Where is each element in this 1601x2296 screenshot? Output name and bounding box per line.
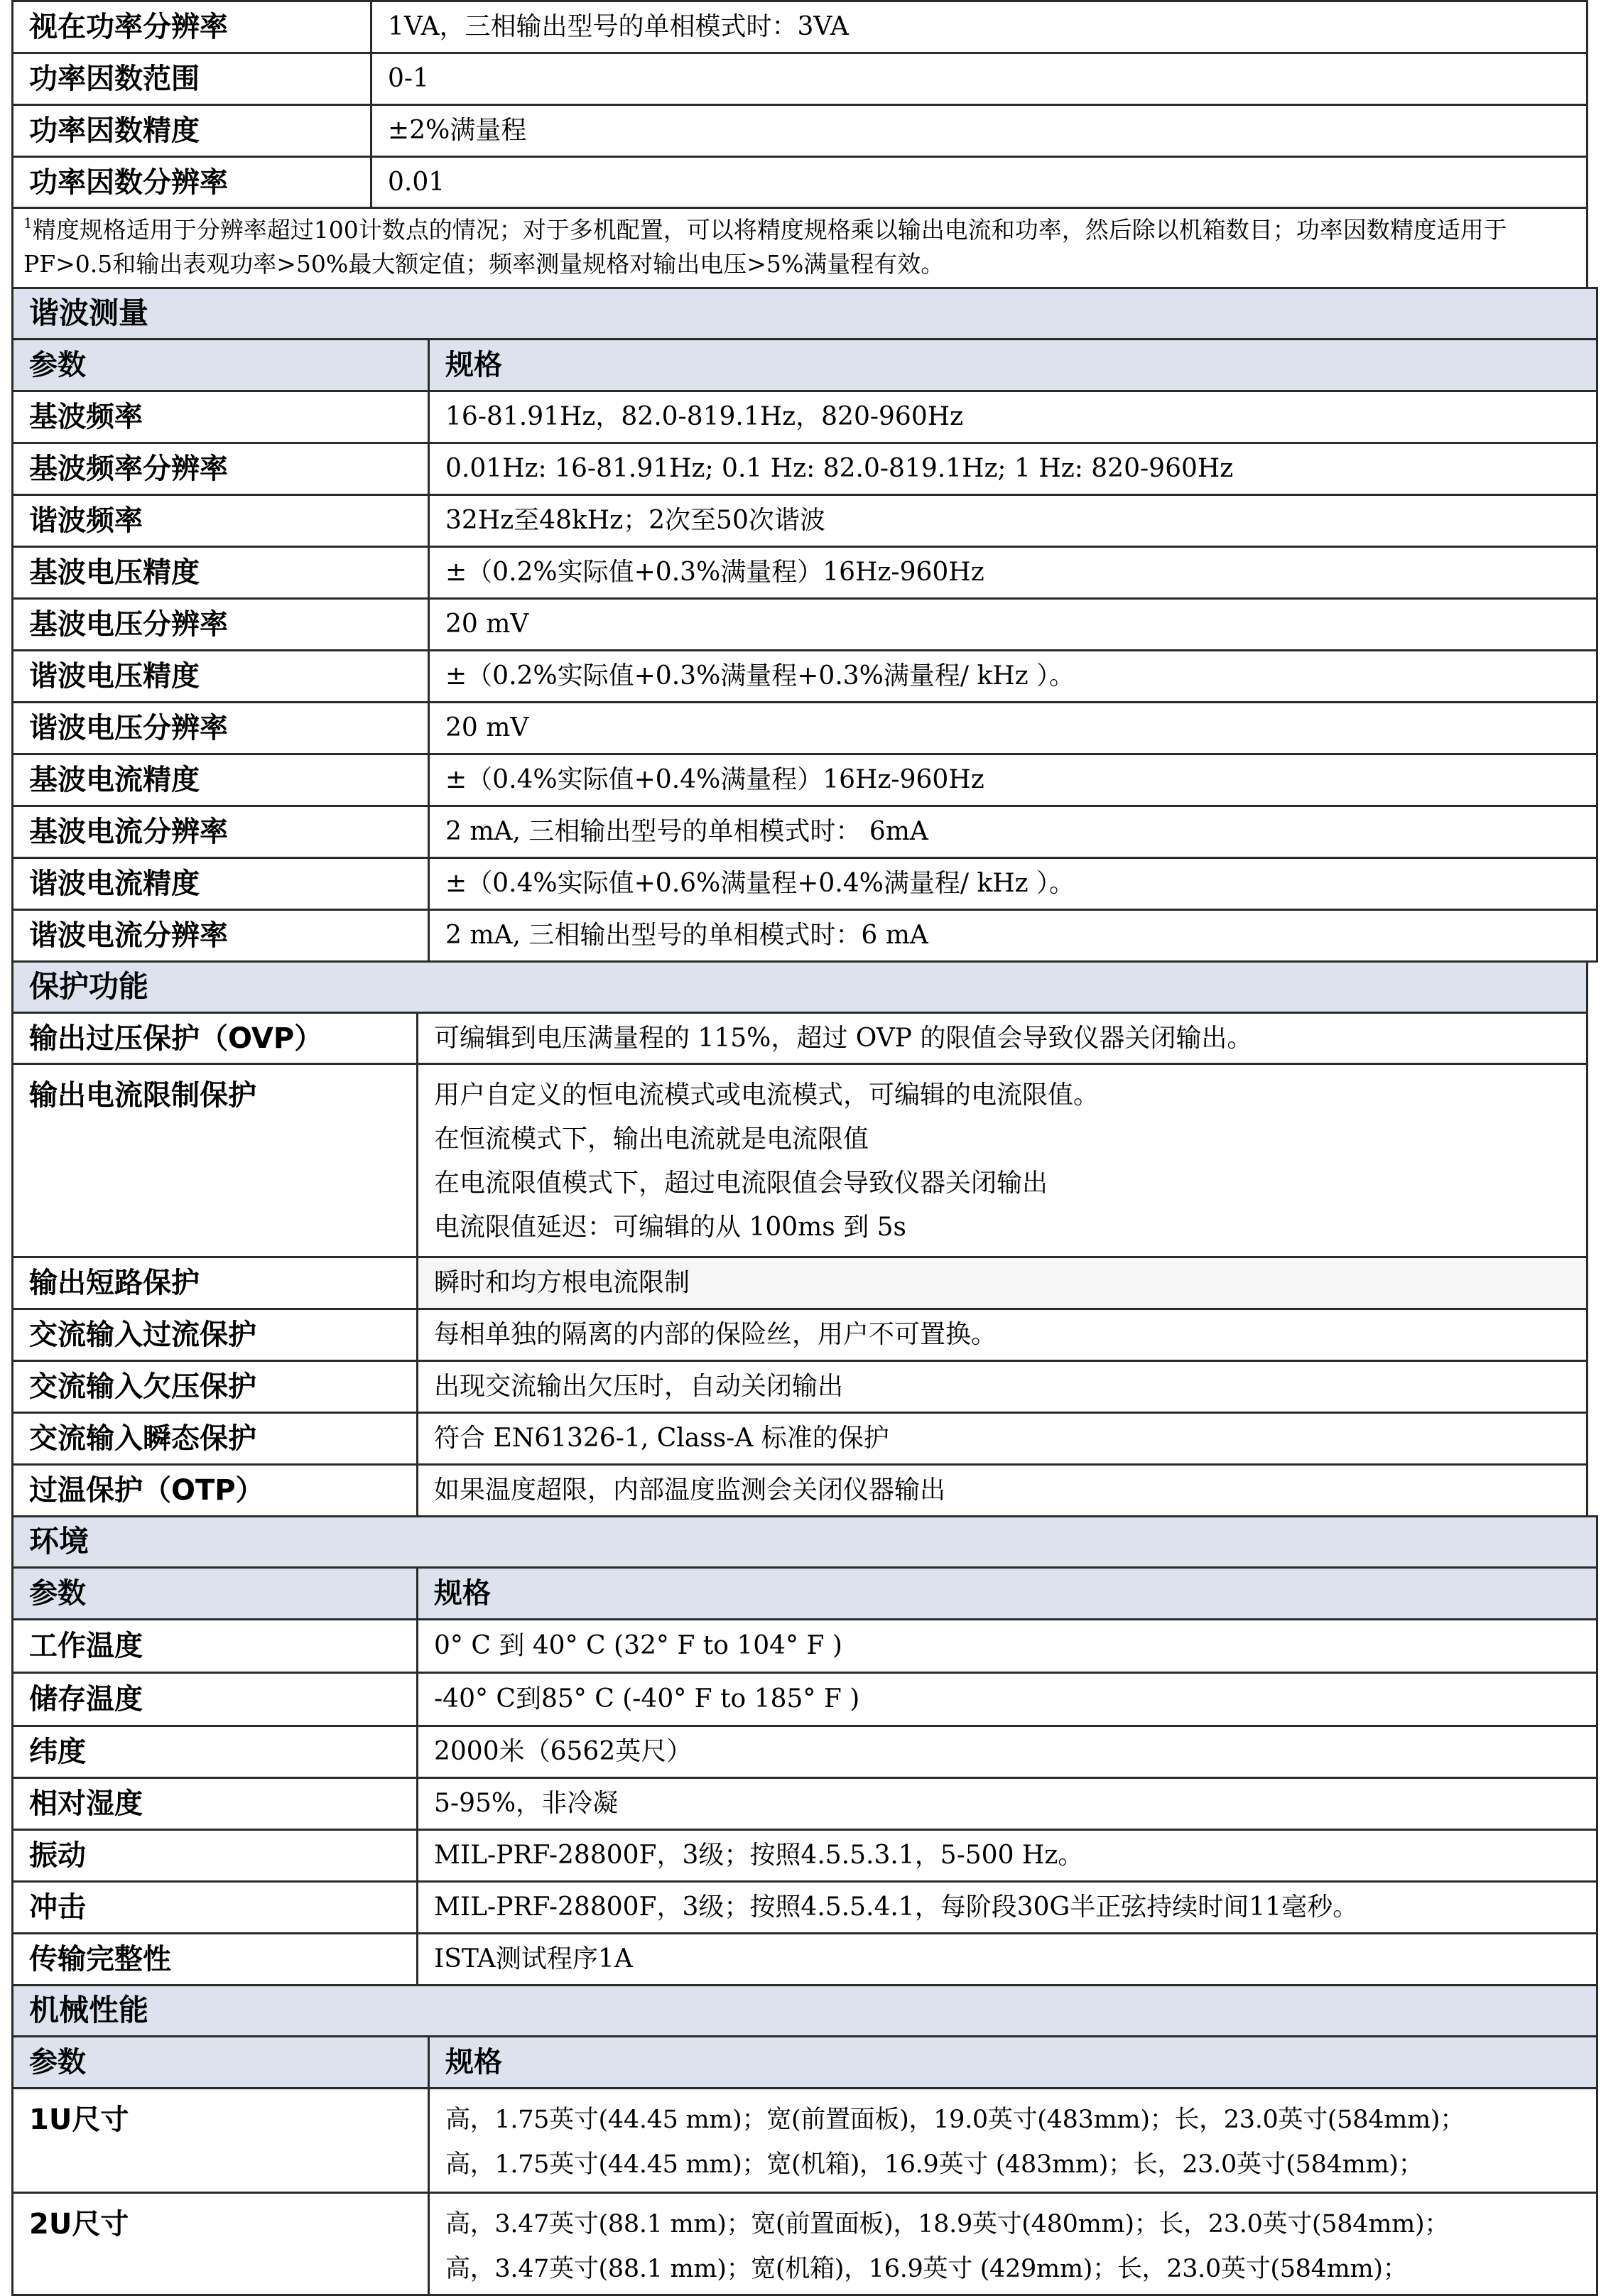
spec-value: 1VA，三相输出型号的单相模式时：3VA [371, 1, 1588, 53]
param-label: 基波电流精度 [13, 754, 429, 806]
spec-value: 可编辑到电压满量程的 115%，超过 OVP 的限值会导致仪器关闭输出。 [418, 1013, 1588, 1064]
spec-value: 0° C 到 40° C (32° F to 104° F ) [418, 1620, 1597, 1673]
spec-value: 如果温度超限，内部温度监测会关闭仪器输出 [418, 1465, 1588, 1517]
param-label: 基波电压分辨率 [13, 599, 429, 651]
param-label: 输出短路保护 [13, 1257, 418, 1309]
table-row [13, 1830, 1597, 1882]
param-label: 谐波频率 [13, 495, 429, 547]
table-row [13, 443, 1597, 495]
spec-line: 在恒流模式下，输出电流就是电流限值 [434, 1125, 869, 1154]
param-label [13, 2089, 429, 2193]
spec-value: 瞬时和均方根电流限制 [418, 1257, 1588, 1309]
table-row [13, 1064, 1588, 1257]
spec-value [418, 1064, 1588, 1257]
spec-value: 0-1 [371, 53, 1588, 105]
spec-value: 5-95%，非冷凝 [418, 1778, 1597, 1830]
spec-value [429, 2089, 1597, 2193]
spec-line: 电流限值延迟：可编辑的从 100ms 到 5s [434, 1213, 907, 1242]
param-label: 交流输入瞬态保护 [13, 1413, 418, 1465]
spec-value: 16-81.91Hz，82.0-819.1Hz，820-960Hz [429, 391, 1597, 443]
param-label: 谐波电压分辨率 [13, 703, 429, 754]
spec-line: 高，1.75英寸(44.45 mm)；宽(机箱)，16.9英寸 (483mm)；长，23.0英寸(584mm)； [445, 2150, 1423, 2179]
column-header-row [13, 340, 1597, 391]
param-label [13, 2193, 429, 2295]
table-row [13, 1882, 1597, 1934]
footnote-text: 精度规格适用于分辨率超过100计数点的情况；对于多机配置，可以将精度规格乘以输出电流和功率，然后除以机箱数目；功率因数精度适用于PF>0.5和输出表观功率>50%最大额定值；频率测量规格对输出电压>5%满量程有效。 [23, 216, 1507, 278]
table-row [13, 599, 1597, 651]
table-row [13, 910, 1597, 962]
param-label [13, 1064, 418, 1257]
section-header [13, 962, 1588, 1013]
spec-value: 0.01Hz: 16-81.91Hz; 0.1 Hz: 82.0-819.1Hz; 1 Hz: 820-960Hz [429, 443, 1597, 495]
table-row [13, 703, 1597, 754]
param-label: 视在功率分辨率 [13, 1, 371, 53]
harmonic-table [11, 287, 1598, 963]
param-label: 纬度 [13, 1726, 418, 1778]
spec-line: 高，1.75英寸(44.45 mm)；宽(前置面板)，19.0英寸(483mm)；长，23.0英寸(584mm)； [445, 2106, 1465, 2134]
table-row [13, 1726, 1597, 1778]
table-row [13, 1413, 1588, 1465]
spec-value: ±（0.2%实际值+0.3%满量程）16Hz-960Hz [429, 547, 1597, 599]
spec-value: MIL-PRF-28800F，3级；按照4.5.5.3.1，5-500 Hz。 [418, 1830, 1597, 1882]
footnote-row [13, 208, 1588, 288]
table-row [13, 105, 1588, 157]
param-label: 谐波电流精度 [13, 858, 429, 910]
environment-table [11, 1515, 1598, 1986]
footnote-mark: 1 [23, 215, 33, 232]
mechanical-table [11, 1984, 1598, 2296]
spec-value: ±（0.2%实际值+0.3%满量程+0.3%满量程/ kHz ）。 [429, 651, 1597, 703]
table-row [13, 1465, 1588, 1517]
spec-value: 2000米（6562英尺） [418, 1726, 1597, 1778]
section-title: 环境 [13, 1517, 1597, 1568]
spec-value: ISTA测试程序1A [418, 1934, 1597, 1986]
param-label: 储存温度 [13, 1673, 418, 1726]
section-title: 机械性能 [13, 1986, 1597, 2037]
spec-value: 2 mA, 三相输出型号的单相模式时：6 mA [429, 910, 1597, 962]
spec-value: 20 mV [429, 703, 1597, 754]
param-label: 谐波电压精度 [13, 651, 429, 703]
param-label: 基波频率 [13, 391, 429, 443]
spec-value: 32Hz至48kHz；2次至50次谐波 [429, 495, 1597, 547]
table-row [13, 495, 1597, 547]
table-row [13, 547, 1597, 599]
column-header-row [13, 2037, 1597, 2089]
table-row [13, 1778, 1597, 1830]
param-label-text: 2U尺寸 [29, 2208, 129, 2241]
section-header [13, 1986, 1597, 2037]
table-row [13, 1620, 1597, 1673]
spec-value: 0.01 [371, 157, 1588, 208]
table-row [13, 2089, 1597, 2193]
spec-value: MIL-PRF-28800F，3级；按照4.5.5.4.1，每阶段30G半正弦持续时间11毫秒。 [418, 1882, 1597, 1934]
column-header-spec: 规格 [429, 2037, 1597, 2089]
spec-value: 20 mV [429, 599, 1597, 651]
table-row [13, 1013, 1588, 1064]
param-label: 传输完整性 [13, 1934, 418, 1986]
param-label-text: 1U尺寸 [29, 2103, 129, 2136]
spec-value: ±（0.4%实际值+0.6%满量程+0.4%满量程/ kHz ）。 [429, 858, 1597, 910]
spec-value [429, 2193, 1597, 2295]
spec-value: ±（0.4%实际值+0.4%满量程）16Hz-960Hz [429, 754, 1597, 806]
spec-value: 出现交流输出欠压时，自动关闭输出 [418, 1361, 1588, 1413]
table-row [13, 1934, 1597, 1986]
param-label: 谐波电流分辨率 [13, 910, 429, 962]
spec-line: 在电流限值模式下，超过电流限值会导致仪器关闭输出 [434, 1169, 1048, 1198]
param-label: 基波频率分辨率 [13, 443, 429, 495]
table-row [13, 1309, 1588, 1361]
table-row [13, 1673, 1597, 1726]
table-row [13, 391, 1597, 443]
param-label: 工作温度 [13, 1620, 418, 1673]
spec-value: ±2%满量程 [371, 105, 1588, 157]
section-header [13, 288, 1597, 340]
spec-line: 高，3.47英寸(88.1 mm)；宽(机箱)，16.9英寸 (429mm)；长，23.0英寸(584mm)； [445, 2255, 1408, 2283]
spec-page [11, 0, 1591, 2296]
param-label: 过温保护（OTP） [13, 1465, 418, 1517]
param-label: 基波电压精度 [13, 547, 429, 599]
spec-value: 2 mA, 三相输出型号的单相模式时： 6mA [429, 806, 1597, 858]
section-title: 谐波测量 [13, 288, 1597, 340]
param-label: 功率因数范围 [13, 53, 371, 105]
param-label: 冲击 [13, 1882, 418, 1934]
param-label: 基波电流分辨率 [13, 806, 429, 858]
spec-value: 每相单独的隔离的内部的保险丝，用户不可置换。 [418, 1309, 1588, 1361]
table-row [13, 2193, 1597, 2295]
table-row [13, 53, 1588, 105]
param-label: 功率因数分辨率 [13, 157, 371, 208]
spec-value: -40° C到85° C (-40° F to 185° F ) [418, 1673, 1597, 1726]
table-row [13, 1, 1588, 53]
power-measurement-table [11, 0, 1588, 289]
param-label: 功率因数精度 [13, 105, 371, 157]
column-header-spec: 规格 [429, 340, 1597, 391]
table-row [13, 806, 1597, 858]
column-header-param: 参数 [13, 340, 429, 391]
param-label: 振动 [13, 1830, 418, 1882]
param-label: 交流输入欠压保护 [13, 1361, 418, 1413]
param-label: 相对湿度 [13, 1778, 418, 1830]
table-row [13, 157, 1588, 208]
column-header-spec: 规格 [418, 1568, 1597, 1620]
section-header [13, 1517, 1597, 1568]
section-title: 保护功能 [13, 962, 1588, 1013]
table-row [13, 651, 1597, 703]
footnote [13, 208, 1588, 288]
spec-line: 用户自定义的恒电流模式或电流模式，可编辑的电流限值。 [434, 1081, 1100, 1110]
param-label-text: 输出电流限制保护 [29, 1079, 256, 1112]
table-row [13, 1257, 1588, 1309]
column-header-row [13, 1568, 1597, 1620]
column-header-param: 参数 [13, 1568, 418, 1620]
param-label: 交流输入过流保护 [13, 1309, 418, 1361]
table-row [13, 1361, 1588, 1413]
spec-line: 高，3.47英寸(88.1 mm)；宽(前置面板)，18.9英寸(480mm)；长，23.0英寸(584mm)； [445, 2210, 1450, 2238]
column-header-param: 参数 [13, 2037, 429, 2089]
table-row [13, 858, 1597, 910]
spec-value: 符合 EN61326-1, Class-A 标准的保护 [418, 1413, 1588, 1465]
table-row [13, 754, 1597, 806]
param-label: 输出过压保护（OVP） [13, 1013, 418, 1064]
protection-table [11, 960, 1588, 1517]
